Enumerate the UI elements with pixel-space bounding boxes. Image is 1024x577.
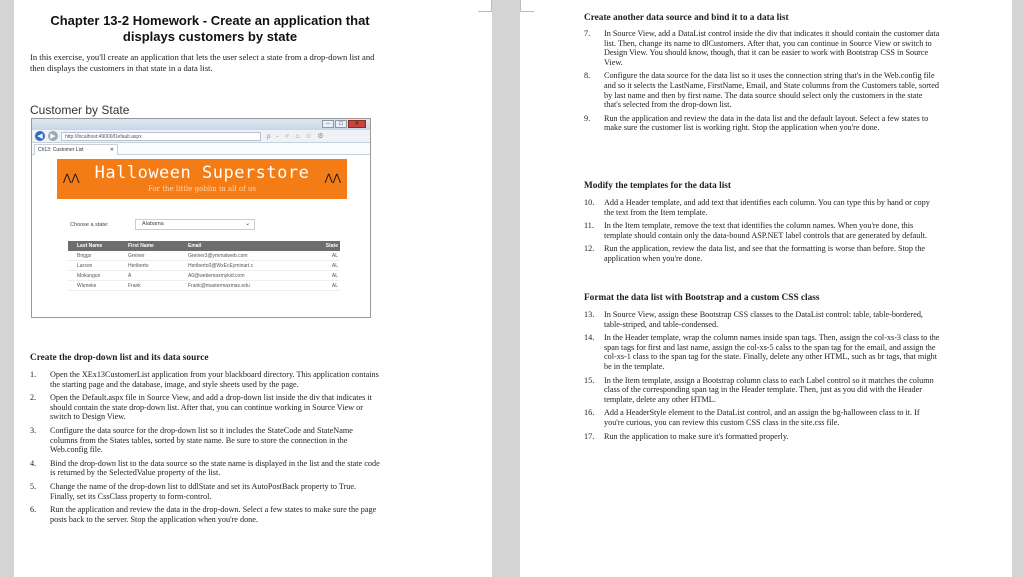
step-number: 15. xyxy=(584,375,595,385)
step-text: Open the XEx13CustomerList application from your blackboard directory. This application contains the starting page and the database, image, and style sheets used by the page. xyxy=(50,370,379,389)
tab-strip xyxy=(32,143,370,155)
table-cell: Wieneke xyxy=(77,283,97,289)
step-item xyxy=(30,370,382,389)
table-cell: A0@webemaxmykid.com xyxy=(188,273,245,279)
table-cell: A xyxy=(128,273,132,279)
table-cell: Heriberto0@WxEcEyminart.c xyxy=(188,263,254,269)
table-row xyxy=(68,271,340,281)
step-list xyxy=(30,370,382,528)
step-number: 12. xyxy=(584,244,595,254)
table-row xyxy=(68,251,340,261)
figure-title: Customer by State xyxy=(30,103,130,117)
step-item xyxy=(584,198,940,217)
step-text: In the Item template, assign a Bootstrap column class to each Label control so it matches the column class of the corresponding span tag in the Header template. Then, just as you did with the Header template, delete any other HTML. xyxy=(604,375,934,404)
step-text: Run the application to make sure it's formatted properly. xyxy=(604,431,789,441)
step-text: In the Item template, remove the text that identifies the column names. When you're done, this template should contain only the data-bound ASP.NET label controls that are generated by default. xyxy=(604,221,927,240)
table-header-cell: Email xyxy=(188,243,202,249)
step-text: Add a HeaderStyle element to the DataList control, and an assign the bg-halloween class to it. If you're curious, you can review this custom CSS class in the site.css file. xyxy=(604,408,920,427)
state-dropdown-value: Alabama xyxy=(142,221,164,227)
step-text: In Source View, add a DataList control inside the div that indicates it should contain the customer data list. Then, change its name to dlCustomers. After that, you can continue in Source View or switch to Design View. You should know, though, that it can be easier to work with Bootstrap CSS in Source View. xyxy=(604,29,940,67)
page-corner xyxy=(478,0,492,12)
step-item xyxy=(30,426,382,455)
page-corner xyxy=(520,0,534,12)
table-row xyxy=(68,281,340,291)
browser-screenshot xyxy=(31,118,371,318)
step-text: Add a Header template, and add text that identifies each column. You can type this by hand or copy the text from the Item template. xyxy=(604,198,930,217)
step-number: 4. xyxy=(30,458,37,468)
step-number: 17. xyxy=(584,431,595,441)
table-cell: Greiner xyxy=(128,253,145,259)
table-cell: Heriberto xyxy=(128,263,149,269)
step-item xyxy=(584,114,940,133)
table-cell: AL xyxy=(331,283,338,289)
step-text: Configure the data source for the data list so it uses the connection string that's in the Web.config file and so it selects the LastName, FirstName, Email, and State columns from the Customers table, sorted by last name and then by first name. The data source should select only the customers in the state that's selected from the drop-down list. xyxy=(604,71,939,110)
step-item xyxy=(584,244,940,263)
bat-icon: ⋀⋀ xyxy=(324,173,341,184)
address-bar xyxy=(32,130,370,143)
step-number: 1. xyxy=(30,370,37,379)
bat-icon: ⋀⋀ xyxy=(63,173,80,184)
intro-paragraph: In this exercise, you'll create an application that lets the user select a state from a drop-down list and then displays the customers in that state in a data list. xyxy=(30,52,375,73)
section-heading: Modify the templates for the data list xyxy=(584,181,732,191)
state-label: Choose a state: xyxy=(70,222,109,228)
url-field: http://localhost:49000/Default.aspx xyxy=(61,132,261,141)
close-icon: ✕ xyxy=(348,120,366,128)
table-header-cell: First Name xyxy=(128,243,154,249)
forward-icon: ▶ xyxy=(48,131,58,141)
step-item xyxy=(584,333,940,371)
step-text: Open the Default.aspx file in Source View, and add a drop-down list inside the div that indicates it should contain the state drop-down list. After that, you can continue working in Source View or switch to Design View. xyxy=(50,393,372,422)
table-header-cell: Last Name xyxy=(77,243,103,249)
left-page xyxy=(14,0,492,577)
step-text: Run the application and review the data in the data list and the default layout. Select a few states to make sure the customer list is working right. Stop the application when you're done. xyxy=(604,113,929,133)
step-number: 9. xyxy=(584,113,591,123)
browser-titlebar xyxy=(32,119,370,130)
step-text: Configure the data source for the drop-down list so it includes the StateCode and StateName columns from the States tables, sorted by state name. Be sure to store the connection in the Web.config file. xyxy=(50,425,353,455)
banner-subtitle: For the little goblin in all of us xyxy=(147,185,257,193)
step-number: 16. xyxy=(584,408,595,418)
state-dropdown xyxy=(135,219,255,230)
chapter-title: Chapter 13-2 Homework - Create an application that displays customers by state xyxy=(50,13,370,44)
table-cell: AL xyxy=(331,253,338,259)
section-heading: Format the data list with Bootstrap and a custom CSS class xyxy=(584,293,820,303)
chevron-down-icon: ⌄ xyxy=(244,221,250,227)
back-icon: ◀ xyxy=(35,131,45,141)
table-header-cell: State xyxy=(325,243,338,249)
step-text: Run the application and review the data in the drop-down. Select a few states to make sure the page posts back to the server. Stop the application when you're done. xyxy=(50,505,377,524)
step-number: 8. xyxy=(584,71,591,81)
table-cell: Frank@mastermaxmax.edu xyxy=(188,283,250,289)
step-list xyxy=(584,198,940,268)
section-heading: Create another data source and bind it to a data list xyxy=(584,13,789,23)
step-number: 13. xyxy=(584,310,595,319)
table-cell: AL xyxy=(331,273,338,279)
browser-tab xyxy=(34,144,118,155)
step-item xyxy=(30,459,382,478)
step-number: 7. xyxy=(584,29,591,38)
step-item xyxy=(30,482,382,501)
browser-tools-icons: ρ - ♂ ⌂ ☆ ⚙ xyxy=(267,132,326,140)
right-page xyxy=(520,0,1012,577)
step-number: 6. xyxy=(30,505,37,515)
step-number: 14. xyxy=(584,333,595,343)
step-number: 3. xyxy=(30,425,37,435)
step-list xyxy=(584,29,940,137)
step-text: In the Header template, wrap the column names inside span tags. Then, assign the col-xs-3 class to the span tags for first and last name, assign the col-xs-5 calss to the span tag for the email, and assign the col-xs-1 class to the span tag for the state. Finally, delete any other HTML, such as br tags, that might be in the template. xyxy=(604,333,940,371)
table-row xyxy=(68,261,340,271)
banner-title: Halloween Superstore xyxy=(94,163,310,183)
step-text: Bind the drop-down list to the data source so the state name is displayed in the list and the state code is returned by the SelectedValue property of the list. xyxy=(50,458,380,478)
step-item xyxy=(584,29,940,67)
step-number: 2. xyxy=(30,393,37,403)
step-text: Run the application, review the data list, and see that the formatting is worse than before. Stop the application when you're done. xyxy=(604,244,926,263)
tab-close-icon: ✕ xyxy=(109,147,114,153)
tab-label: Ch13: Customer List xyxy=(38,147,84,153)
step-item xyxy=(584,408,940,427)
step-number: 5. xyxy=(30,481,37,491)
maximize-icon: □ xyxy=(335,120,347,128)
step-item xyxy=(584,221,940,240)
step-item xyxy=(584,432,940,442)
step-number: 11. xyxy=(584,221,594,231)
table-cell: AL xyxy=(331,263,338,269)
step-item xyxy=(584,376,940,405)
step-item xyxy=(30,505,382,524)
step-number: 10. xyxy=(584,198,595,207)
step-item xyxy=(30,393,382,422)
table-cell: Greiner3@ymmatweb.com xyxy=(188,253,248,259)
table-cell: Larson xyxy=(77,263,93,269)
minimize-icon: – xyxy=(322,120,334,128)
step-text: Change the name of the drop-down list to ddlState and set its AutoPostBack property to True. Finally, set its CssClass property to form-control. xyxy=(50,481,357,501)
table-header-row xyxy=(68,241,340,251)
table-cell: Mokungun xyxy=(77,273,101,279)
table-cell: Briggs xyxy=(77,253,92,259)
step-item xyxy=(584,310,940,329)
customer-table xyxy=(68,241,340,291)
section-heading: Create the drop-down list and its data source xyxy=(30,353,209,363)
step-text: In Source View, assign these Bootstrap CSS classes to the DataList control: table, table-bordered, table-striped, and table-condensed. xyxy=(604,310,923,329)
halloween-banner xyxy=(57,159,347,199)
table-cell: Frank xyxy=(128,283,141,289)
step-list xyxy=(584,310,940,445)
step-item xyxy=(584,71,940,109)
